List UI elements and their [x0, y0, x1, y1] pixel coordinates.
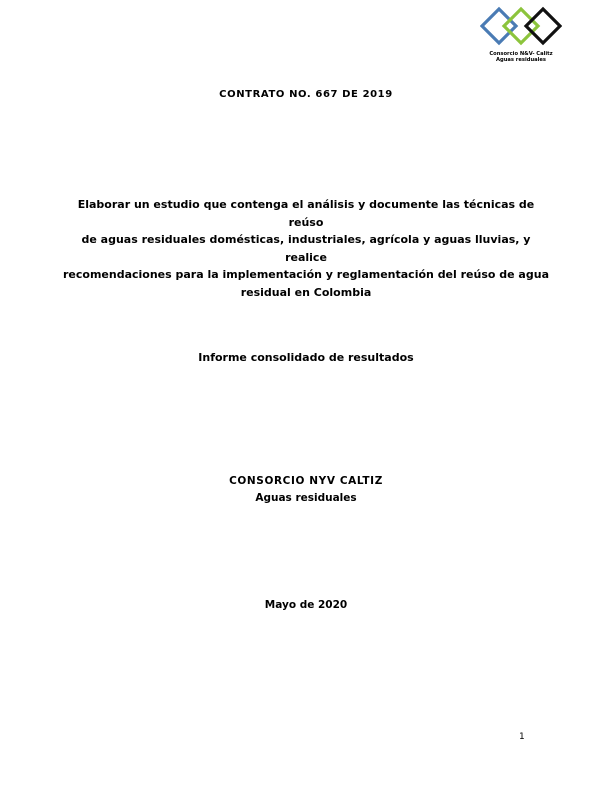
study-description [60, 196, 552, 301]
contract-number: CONTRATO NO. 667 DE 2019 [219, 89, 393, 100]
three-diamonds-logo-icon [480, 6, 562, 50]
report-title: Informe consolidado de resultados [198, 351, 414, 364]
study-line: de aguas residuales domésticas, industriales, agrícola y aguas lluvias, y realice [81, 233, 531, 264]
study-line: residual en Colombia [240, 285, 372, 299]
logo-black-diamond [526, 9, 560, 43]
consortium-logo [478, 6, 564, 64]
logo-caption-line2: Aguas residuales [495, 57, 547, 63]
logo-blue-diamond [482, 9, 516, 43]
consortium-subtitle: Aguas residuales [255, 492, 357, 504]
logo-caption-line1: Consorcio N&V- Calitz [489, 51, 553, 57]
logo-green-diamond [504, 9, 538, 43]
document-date: Mayo de 2020 [264, 599, 348, 611]
study-line: recomendaciones para la implementación y reglamentación del reúso de agua [62, 268, 549, 281]
consortium-name: CONSORCIO NYV CALTIZ [229, 475, 383, 487]
page-number: 1 [519, 732, 525, 742]
study-line: Elaborar un estudio que contenga el análisis y documente las técnicas de reúso [77, 198, 535, 229]
